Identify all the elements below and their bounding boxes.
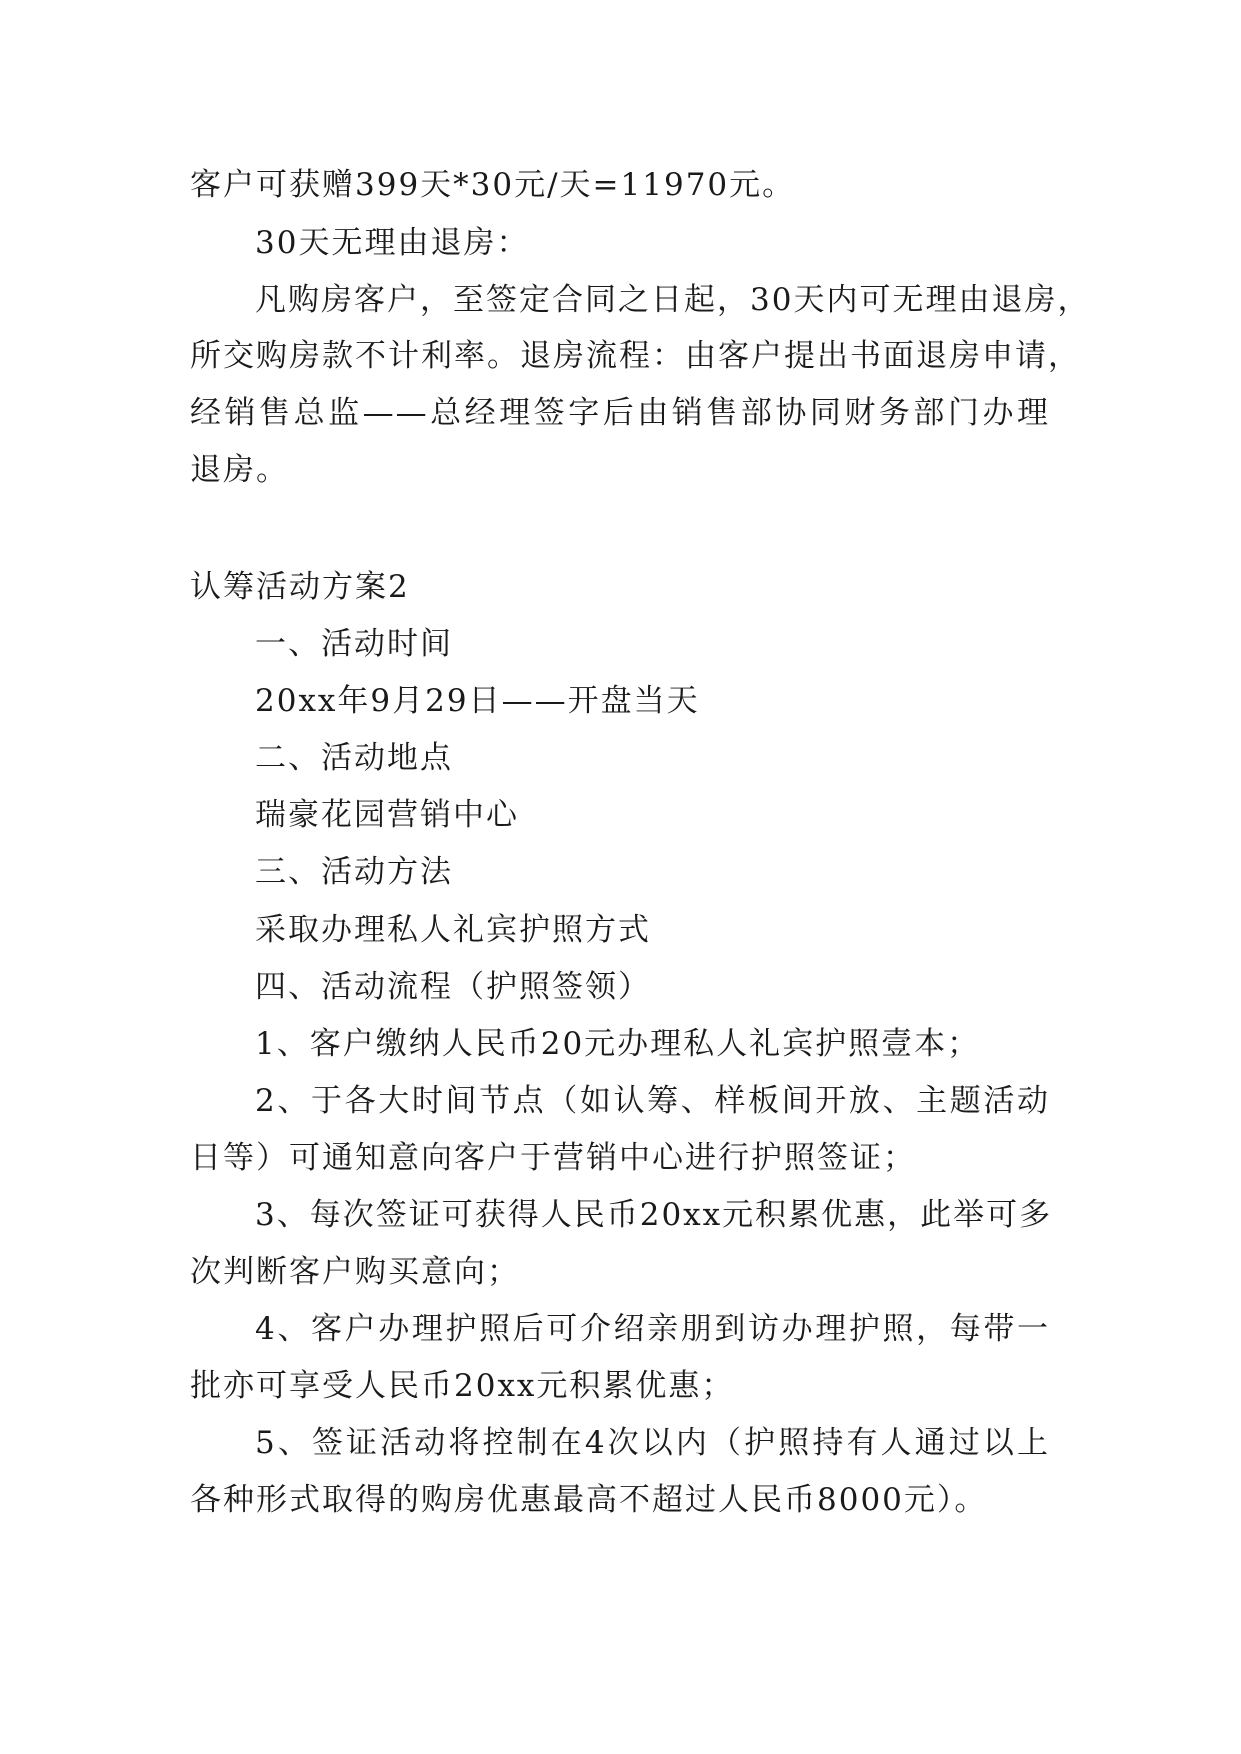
refund-paragraph-line: 凡购房客户，至签定合同之日起，30天内可无理由退房， [255, 282, 1091, 318]
process-item-3-line: 3、每次签证可获得人民币20xx元积累优惠，此举可多 [255, 1197, 1053, 1233]
heading-activity-method: 三、活动方法 [255, 854, 453, 890]
refund-paragraph-line: 退房。 [190, 452, 289, 488]
process-item-4-line: 4、客户办理护照后可介绍亲朋到访办理护照，每带一 [255, 1311, 1050, 1347]
heading-activity-process: 四、活动流程（护照签领） [255, 969, 651, 1005]
process-item-1: 1、客户缴纳人民币20元办理私人礼宾护照壹本； [255, 1026, 981, 1062]
heading-activity-time: 一、活动时间 [255, 626, 453, 662]
process-item-4-line: 批亦可享受人民币20xx元积累优惠； [190, 1368, 735, 1404]
activity-place-text: 瑞豪花园营销中心 [255, 797, 519, 833]
activity-time-text: 20xx年9月29日——开盘当天 [255, 683, 700, 719]
refund-paragraph-line: 所交购房款不计利率。退房流程：由客户提出书面退房申请， [190, 338, 1081, 374]
refund-paragraph-line: 经销售总监——总经理签字后由销售部协同财务部门办理 [190, 395, 1050, 431]
process-item-5-line: 各种形式取得的购房优惠最高不超过人民币8000元）。 [190, 1482, 988, 1518]
gift-calculation-text: 客户可获赠399天*30元/天=11970元。 [190, 167, 796, 203]
activity-method-text: 采取办理私人礼宾护照方式 [255, 912, 651, 948]
section-title: 认筹活动方案2 [190, 569, 410, 605]
refund-heading: 30天无理由退房： [255, 225, 530, 261]
process-item-2-line: 2、于各大时间节点（如认筹、样板间开放、主题活动 [255, 1083, 1050, 1119]
process-item-3-line: 次判断客户购买意向； [190, 1254, 520, 1290]
process-item-2-line: 日等）可通知意向客户于营销中心进行护照签证； [190, 1140, 916, 1176]
heading-activity-place: 二、活动地点 [255, 740, 453, 776]
process-item-5-line: 5、签证活动将控制在4次以内（护照持有人通过以上 [255, 1425, 1050, 1461]
